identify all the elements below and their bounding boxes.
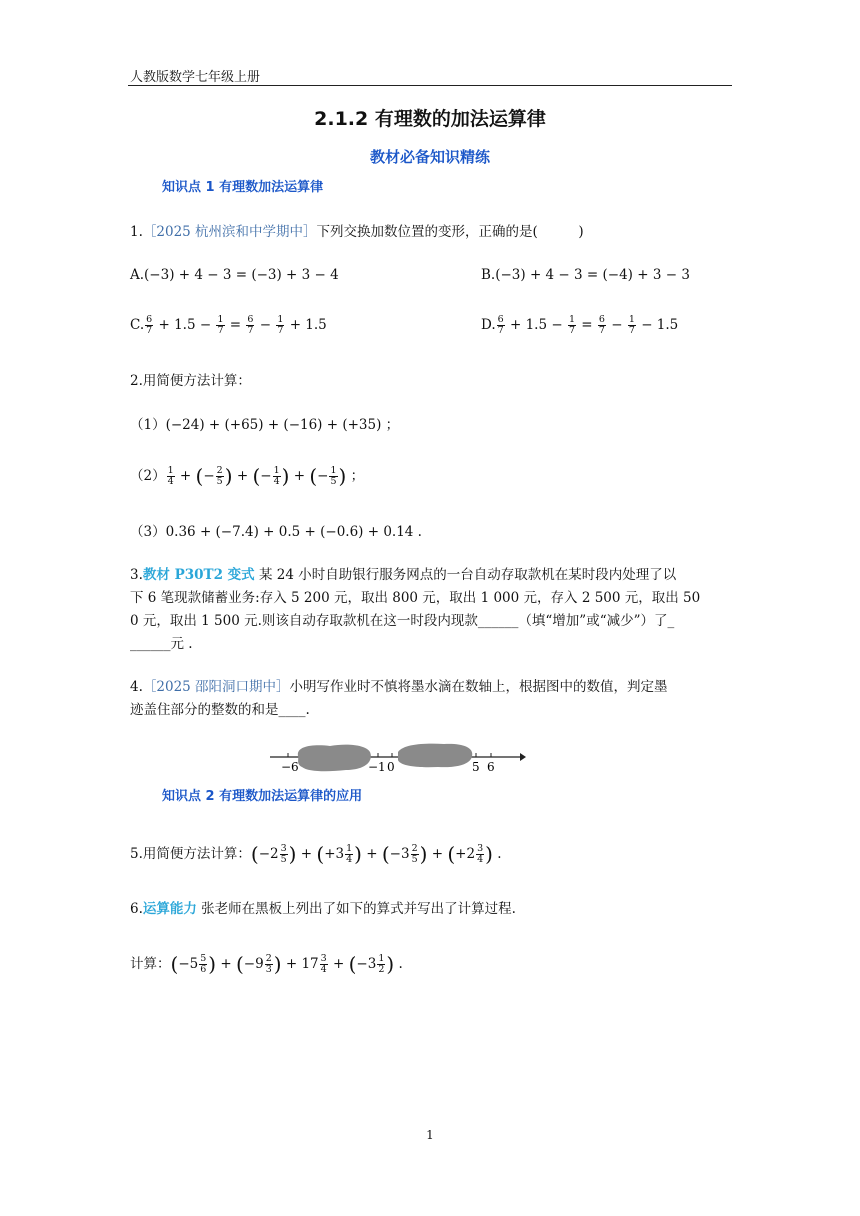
question-5: 5.用简便方法计算：(−2 $\frac{3}{5}$ ) + (+3 $\frac{1}{4}$ ) + (−3 $\frac{2}{5}$ ) + (+2 $\frac{3}{4}$ ) .: [130, 842, 502, 866]
tick-label: 5: [472, 760, 480, 774]
q4-source: ［2025 邵阳洞口期中］: [142, 679, 290, 695]
tick-label: 6: [487, 760, 495, 774]
ink-blot-left: [298, 745, 371, 772]
knowledge-point-1: 知识点 1 有理数加法运算律: [162, 180, 324, 195]
q2-part-1: （1）(−24) + (+65) + (−16) + (+35) ；: [130, 417, 400, 433]
tick-label: 0: [387, 760, 395, 774]
header-divider: [128, 85, 732, 86]
section-subtitle: 教材必备知识精练: [369, 148, 490, 166]
page-title: 2.1.2 有理数的加法运算律: [314, 108, 546, 130]
q6-calculation: 计算：(−5 $\frac{5}{6}$ ) + (−9 $\frac{2}{3}$ ) + 17 $\frac{3}{4}$ + (−3 $\frac{1}{2}$ ) .: [130, 952, 403, 976]
knowledge-point-2: 知识点 2 有理数加法运算律的应用: [162, 789, 363, 804]
q1-option-c: C. $\frac{6}{7}$ + 1.5 − $\frac{1}{7}$ = $\frac{6}{7}$ − $\frac{1}{7}$ + 1.5: [130, 314, 327, 336]
question-6: 6.运算能力 张老师在黑板上列出了如下的算式并写出了计算过程.: [130, 901, 516, 917]
question-4: 4.［2025 邵阳洞口期中］小明写作业时不慎将墨水滴在数轴上，根据图中的数值，判定墨 迹盖住部分的整数的和是____.: [130, 679, 668, 718]
question-3: 3.教材 P30T2 变式 某 24 小时自助银行服务网点的一台自动存取款机在某时段内处理了以 下 6 笔现款储蓄业务:存入 5 200 元，取出 800 元，取出 1 000 元，存入 2 500 元，取出 50 0 元，取出 1 500 元.则该自动存取款机在这一时段内现款______（填“增加”或“减少”）了_ ______元 .: [130, 567, 701, 652]
tick-label: −6: [281, 760, 299, 774]
q3-tag: 教材 P30T2 变式: [142, 567, 255, 583]
number-line-arrow: [520, 753, 526, 761]
q1-option-d: D. $\frac{6}{7}$ + 1.5 − $\frac{1}{7}$ = $\frac{6}{7}$ − $\frac{1}{7}$ − 1.5: [481, 314, 679, 336]
q1-number: 1.: [130, 224, 143, 240]
q1-source: ［2025 杭州滨和中学期中］: [142, 224, 317, 240]
q6-tag: 运算能力: [142, 901, 197, 917]
header-book-title: 人教版数学七年级上册: [130, 70, 261, 85]
tick-label: −1: [368, 760, 386, 774]
question-2-stem: 2.用简便方法计算：: [130, 373, 251, 389]
q2-part-2: （2） $\frac{1}{4}$ + (− $\frac{2}{5}$ ) + (− $\frac{1}{4}$ ) + (− $\frac{1}{5}$ ) ；: [130, 464, 365, 488]
question-1: [130, 221, 584, 244]
q2-part-3: （3）0.36 + (−7.4) + 0.5 + (−0.6) + 0.14 .: [130, 524, 422, 540]
q1-stem: 下列交换加数位置的变形，正确的是( ): [316, 224, 584, 240]
ink-blot-right: [398, 744, 472, 768]
q1-option-a: A.(−3) + 4 − 3 = (−3) + 3 − 4: [130, 267, 339, 283]
page-number: 1: [426, 1128, 434, 1142]
q1-option-b: B.(−3) + 4 − 3 = (−4) + 3 − 3: [481, 267, 690, 283]
number-line-figure: [268, 740, 528, 776]
